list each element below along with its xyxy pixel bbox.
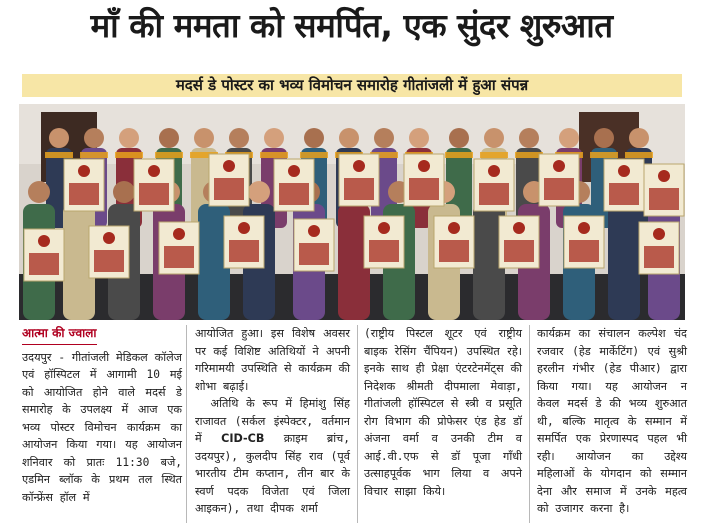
person-sash	[590, 152, 618, 158]
column-2-para-1: आयोजित हुआ। इस विशेष अवसर पर कई विशिष्ट अतिथियों ने अपनी गरिमामयी उपस्थिति से कार्यक्रम की शोभा बढ़ाई।	[195, 327, 350, 393]
poster-image	[544, 178, 574, 200]
poster-emblem	[78, 165, 90, 177]
poster-emblem	[353, 160, 365, 172]
poster-image	[369, 240, 399, 262]
column-2-para-2-a: अतिथि के रूप में हिमांशु सिंह राजावत (सर्कल इंस्पेक्टर, वर्तमान में	[195, 397, 350, 445]
person-head	[49, 128, 69, 148]
person-head	[229, 128, 249, 148]
poster-emblem	[418, 160, 430, 172]
poster-image	[409, 178, 439, 200]
person-head	[629, 128, 649, 148]
person-head	[594, 128, 614, 148]
poster-emblem	[488, 165, 500, 177]
poster-emblem	[653, 228, 665, 240]
person-sash	[625, 152, 653, 158]
headline: माँ की ममता को समर्पित, एक सुंदर शुरुआत	[90, 6, 613, 45]
article-column-3	[364, 325, 522, 500]
poster-emblem	[103, 232, 115, 244]
column-rule	[529, 325, 530, 523]
person-head	[484, 128, 504, 148]
column-2-para-2	[195, 395, 350, 518]
poster-emblem	[553, 160, 565, 172]
poster-image	[344, 178, 374, 200]
person-sash	[260, 152, 288, 158]
poster-image	[279, 183, 309, 205]
person-head	[194, 128, 214, 148]
person-head	[374, 128, 394, 148]
person-head	[339, 128, 359, 148]
poster-emblem	[38, 235, 50, 247]
poster-emblem	[148, 165, 160, 177]
person-head	[248, 181, 270, 203]
poster-emblem	[173, 228, 185, 240]
person-head	[113, 181, 135, 203]
column-1-text: उदयपुर - गीतांजली मेडिकल कॉलेज एवं हॉस्पिटल में आगामी 10 मई को आयोजित होने वाले मदर्स डे समारोह के उपलक्ष्य में आज एक भव्य पोस्टर विमोचन कार्यक्रम का आयोजन किया गया। यह आयोजन शनिवार को प्रातः 11:30 बजे, एडमिन ब्लॉक के प्रथम तल स्थित कॉन्फ्रेंस हॉल में	[22, 350, 182, 504]
poster-image	[29, 253, 59, 275]
person-sash	[45, 152, 73, 158]
poster-image	[69, 183, 99, 205]
person-sash	[115, 152, 143, 158]
poster-image	[569, 240, 599, 262]
person-sash	[445, 152, 473, 158]
poster-emblem	[223, 160, 235, 172]
person-head	[119, 128, 139, 148]
person-sash	[300, 152, 328, 158]
poster-image	[439, 240, 469, 262]
poster-emblem	[288, 165, 300, 177]
subheadline: मदर्स डे पोस्टर का भव्य विमोचन समारोह गीतांजली में हुआ संपन्न	[22, 74, 682, 97]
column-2-para-2-b: क्राइम ब्रांच, उदयपुर), कुलदीप सिंह राव (पूर्व भारतीय टीम कप्तान, तीन बार के स्वर्ण पदक विजेता एवं जिला आइकन), तथा दीपक शर्मा	[195, 432, 350, 515]
person-head	[159, 128, 179, 148]
poster-image	[94, 250, 124, 272]
poster-emblem	[658, 170, 670, 182]
column-3-text: (राष्ट्रीय पिस्टल शूटर एवं राष्ट्रीय बाइक रेसिंग चैंपियन) उपस्थित रहे। इनके साथ ही प्रेक्षा एंटरटेनमेंट्स की निदेशक श्रीमती दीपमाला मेवाड़ा, गीतांजली हॉस्पिटल से स्त्री व प्रसूति रोग विभाग की प्रोफेसर एंड हेड डॉ अंजना वर्मा व उनकी टीम व आई.वी.एफ से डॉ पूजा गाँधी उत्साहपूर्वक भाग लिया व अपने विचार साझा किये।	[364, 327, 522, 498]
poster-image	[479, 183, 509, 205]
person-sash	[480, 152, 508, 158]
person-sash	[155, 152, 183, 158]
column-rule	[357, 325, 358, 523]
poster-image	[504, 240, 534, 262]
article-column-4	[537, 325, 687, 518]
poster-image	[229, 240, 259, 262]
person-head	[304, 128, 324, 148]
poster-image	[609, 183, 639, 205]
poster-image	[139, 183, 169, 205]
poster-image	[299, 243, 329, 265]
poster-image	[649, 188, 679, 210]
poster-emblem	[578, 222, 590, 234]
column-rule	[186, 325, 187, 523]
poster-emblem	[378, 222, 390, 234]
news-photo	[19, 104, 685, 320]
person-body	[608, 204, 640, 320]
person-sash	[80, 152, 108, 158]
photo-illustration	[19, 104, 685, 320]
article-column-2	[195, 325, 350, 518]
poster-emblem	[448, 222, 460, 234]
person-head	[409, 128, 429, 148]
cid-cb-label: CID-CB	[221, 432, 265, 445]
column-4-text: कार्यक्रम का संचालन कल्पेश चंद रजवार (हेड मार्केटिंग) एवं सुश्री हरलीन गंभीर (हेड पीआर) द्वारा किया गया। यह आयोजन न केवल मदर्स डे की भव्य शुरुआत थी, बल्कि मातृत्व के सम्मान में समर्पित एक प्रेरणास्पद पहल भी रही। आयोजन का उद्देश्य महिलाओं के योगदान को सम्मान देना और समाज में उनके महत्व को उजागर करना है।	[537, 327, 687, 515]
article-column-1	[22, 325, 182, 506]
person-head	[559, 128, 579, 148]
person-head	[28, 181, 50, 203]
person-head	[264, 128, 284, 148]
poster-emblem	[238, 222, 250, 234]
poster-image	[214, 178, 244, 200]
poster-emblem	[308, 225, 320, 237]
poster-emblem	[513, 222, 525, 234]
person-head	[449, 128, 469, 148]
person-head	[519, 128, 539, 148]
poster-image	[164, 246, 194, 268]
poster-image	[644, 246, 674, 268]
kicker-label: आत्मा की ज्वाला	[22, 325, 97, 345]
poster-emblem	[618, 165, 630, 177]
person-head	[84, 128, 104, 148]
